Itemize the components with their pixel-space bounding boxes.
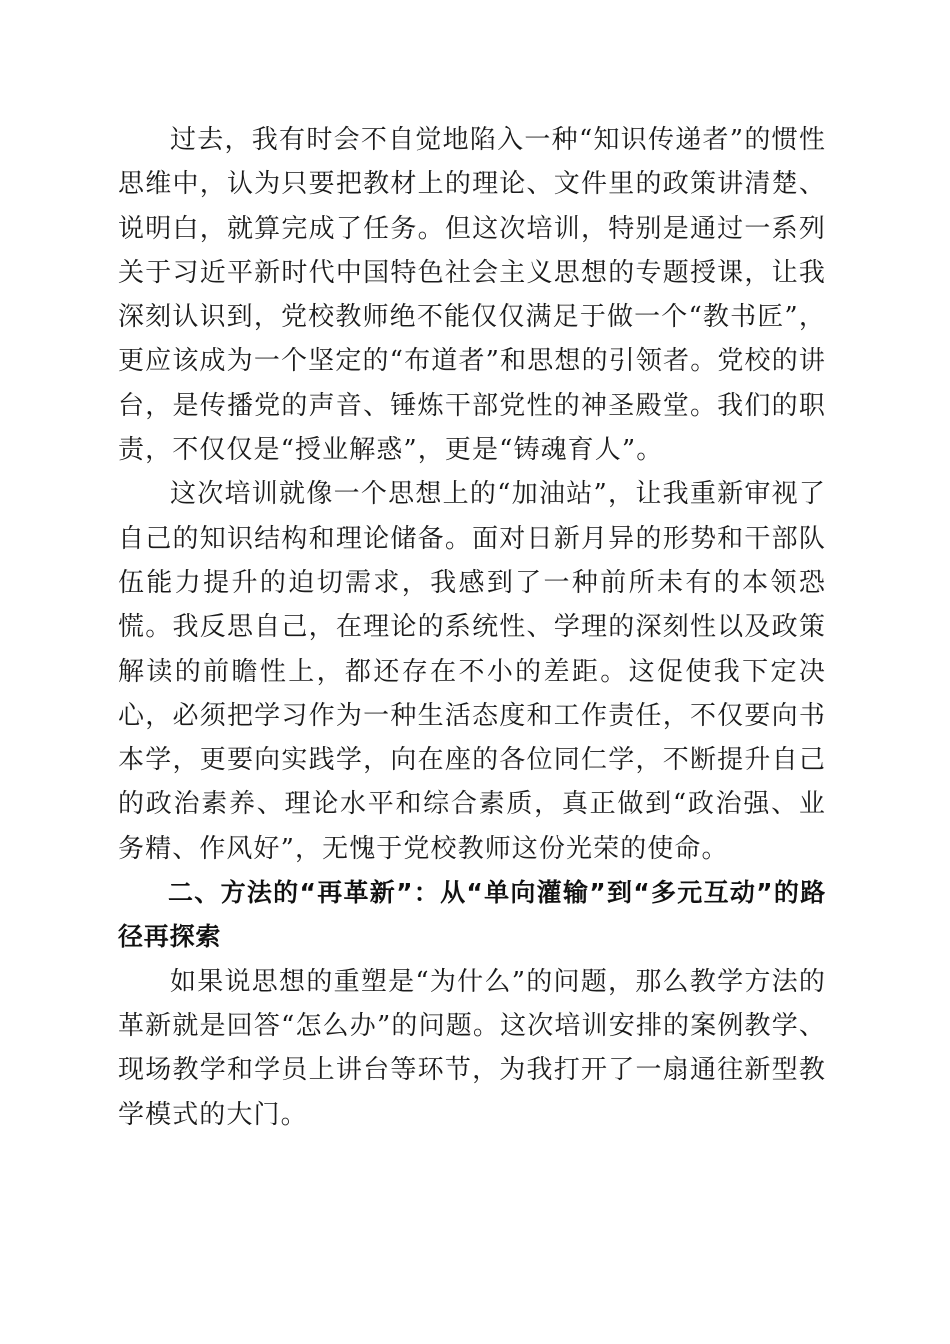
body-paragraph-1: 过去，我有时会不自觉地陷入一种“知识传递者”的惯性思维中，认为只要把教材上的理论、文件里的政策讲清楚、说明白，就算完成了任务。但这次培训，特别是通过一系列关于习近平新时代中国特色社会主义思想的专题授课，让我深刻认识到，党校教师绝不能仅仅满足于做一个“教书匠”，更应该成为一个坚定的“布道者”和思想的引领者。党校的讲台，是传播党的声音、锤炼干部党性的神圣殿堂。我们的职责，不仅仅是“授业解惑”，更是“铸魂育人”。 <box>118 125 826 466</box>
body-paragraph-2: 这次培训就像一个思想上的“加油站”，让我重新审视了自己的知识结构和理论储备。面对日新月异的形势和干部队伍能力提升的迫切需求，我感到了一种前所未有的本领恐慌。我反思自己，在理论的系统性、学理的深刻性以及政策解读的前瞻性上，都还存在不小的差距。这促使我下定决心，必须把学习作为一种生活态度和工作责任，不仅要向书本学，更要向实践学，向在座的各位同仁学，不断提升自己的政治素养、理论水平和综合素质，真正做到“政治强、业务精、作风好”，无愧于党校教师这份光荣的使命。 <box>118 479 826 864</box>
document-body <box>118 118 826 1137</box>
body-paragraph-3: 如果说思想的重塑是“为什么”的问题，那么教学方法的革新就是回答“怎么办”的问题。这次培训安排的案例教学、现场教学和学员上讲台等环节，为我打开了一扇通往新型教学模式的大门。 <box>118 966 826 1130</box>
section-heading: 二、方法的“再革新”：从“单向灌输”到“多元互动”的路径再探索 <box>118 878 826 952</box>
